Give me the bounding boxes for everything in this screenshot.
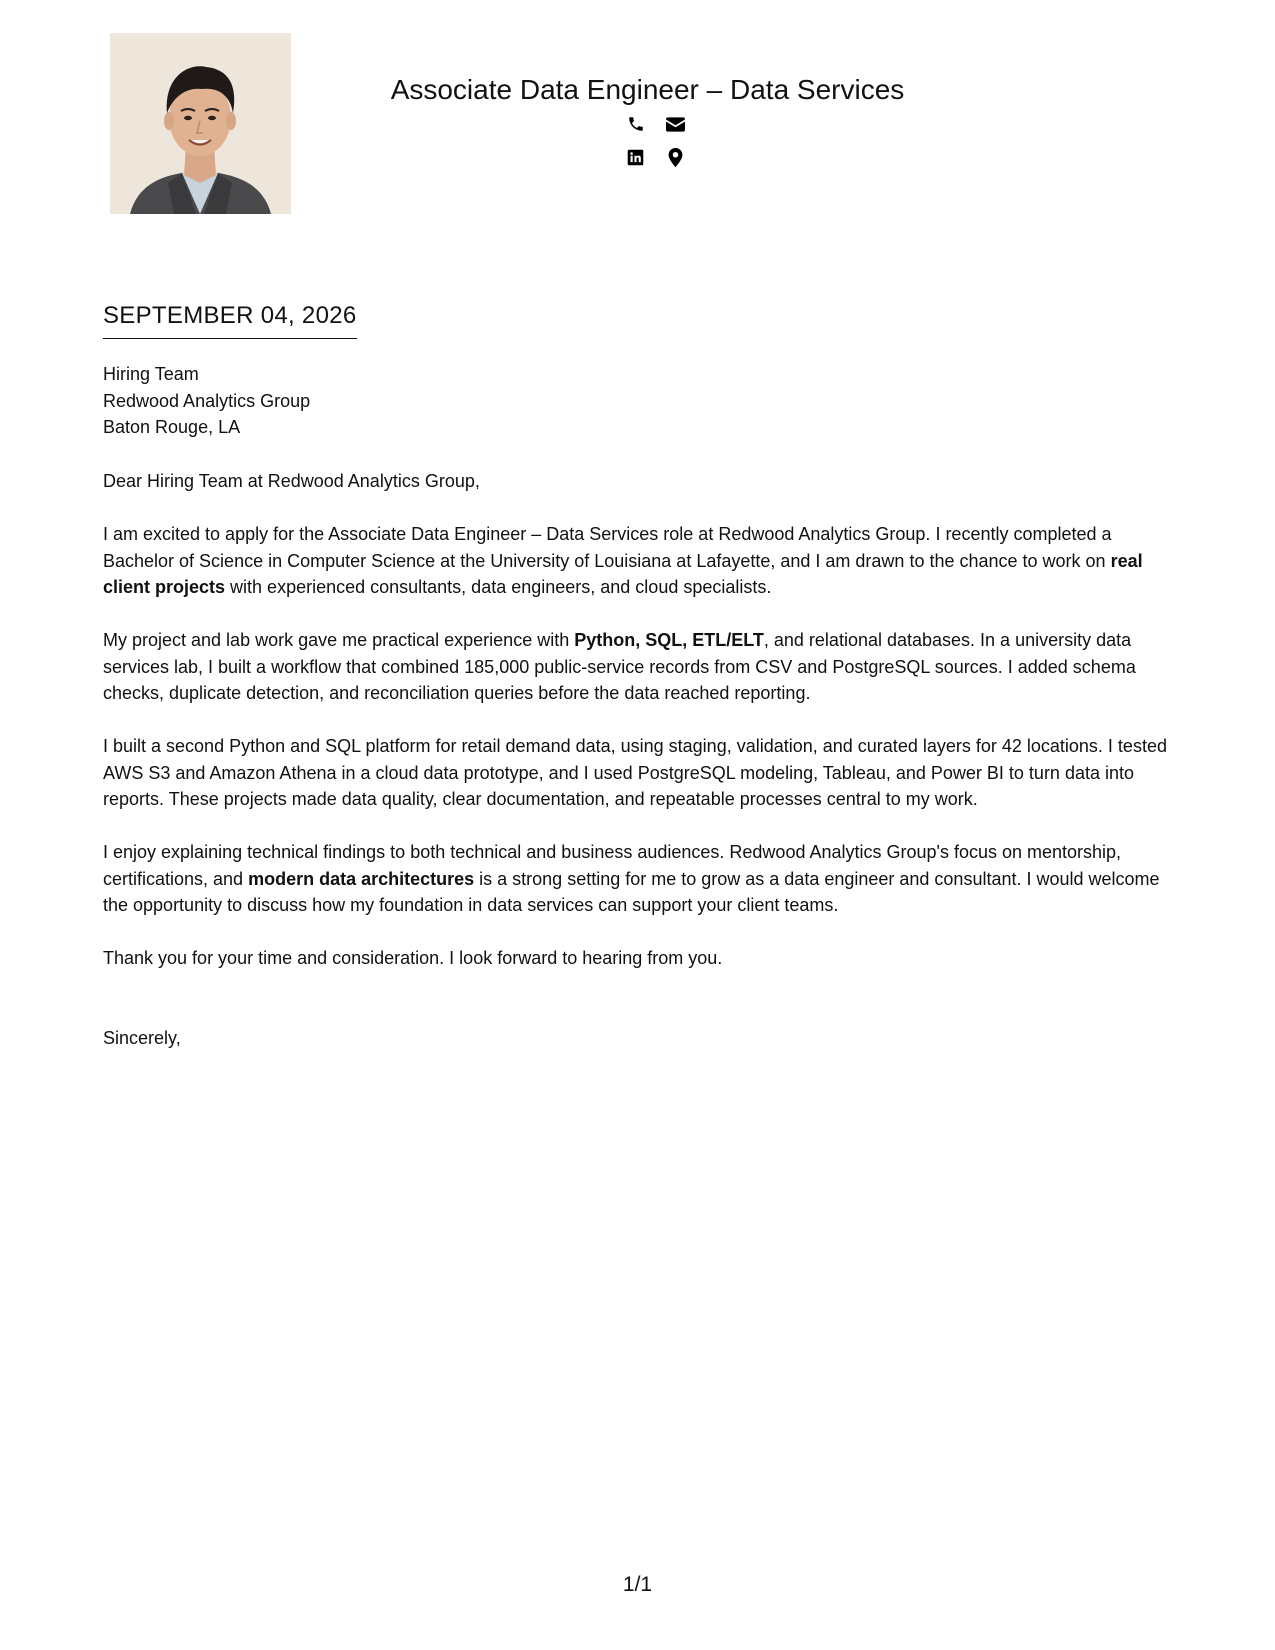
letter-date-block <box>103 300 357 339</box>
paragraph-3: I built a second Python and SQL platform for retail demand data, using staging, validation, and curated layers for 42 locations. I tested AWS S3 and Amazon Athena in a cloud data prototype, and I used PostgreSQL modeling, Tableau, and Power BI to turn data into reports. These projects made data quality, clear documentation, and repeatable processes central to my work. <box>103 736 1167 809</box>
letter-date: SEPTEMBER 04, 2026 <box>103 300 357 339</box>
location-pin-icon[interactable] <box>666 147 686 167</box>
phone-icon[interactable] <box>626 114 646 134</box>
recipient-address <box>103 361 310 441</box>
salutation: Dear Hiring Team at Redwood Analytics Group, <box>103 471 480 491</box>
page-number: 1/1 <box>622 1573 653 1596</box>
closing: Sincerely, <box>103 1028 181 1048</box>
paragraph-4 <box>103 839 1178 919</box>
letter-body <box>103 468 1178 998</box>
paragraph-1-text-end: with experienced consultants, data engineers, and cloud specialists. <box>225 577 772 597</box>
envelope-icon[interactable] <box>666 114 686 134</box>
recipient-company: Redwood Analytics Group <box>103 390 311 411</box>
contact-icons-row-1 <box>0 114 1275 134</box>
paragraph-2-text-end: , and relational databases. In a university data services lab, I built a workflow that combined 185,000 public-service records from CSV and PostgreSQL sources. I added schema checks, duplicate detection, and reconciliation queries before the data reached reporting. <box>103 630 1136 703</box>
paragraph-1 <box>103 521 1178 601</box>
paragraph-1-text: I am excited to apply for the Associate Data Engineer – Data Services role at Redwood Analytics Group. I recently completed a Bachelor of Science in Computer Science at the University of Louisiana at Lafayette, and I am drawn to the chance to work on <box>103 524 1112 571</box>
paragraph-4-bold: modern data architectures <box>248 868 475 889</box>
job-title: Associate Data Engineer – Data Services <box>390 74 905 105</box>
paragraph-2-text: My project and lab work gave me practical experience with <box>103 630 575 650</box>
paragraph-1-bold: real client projects <box>103 550 1143 597</box>
contact-icons-row-2 <box>0 147 1275 167</box>
linkedin-icon[interactable] <box>626 147 646 167</box>
paragraph-4-text-end: is a strong setting for me to grow as a data engineer and consultant. I would welcome the opportunity to discuss how my foundation in data services can support your client teams. <box>103 868 1160 915</box>
recipient-line: Hiring Team <box>103 364 199 384</box>
recipient-location: Baton Rouge, LA <box>103 417 241 437</box>
paragraph-2 <box>103 627 1178 707</box>
paragraph-2-bold: Python, SQL, ETL/ELT <box>574 630 764 650</box>
paragraph-5: Thank you for your time and consideration. I look forward to hearing from you. <box>103 948 723 968</box>
paragraph-4-text: I enjoy explaining technical findings to both technical and business audiences. Redwood Analytics Group's focus on mentorship, certifications, and <box>103 842 1122 889</box>
